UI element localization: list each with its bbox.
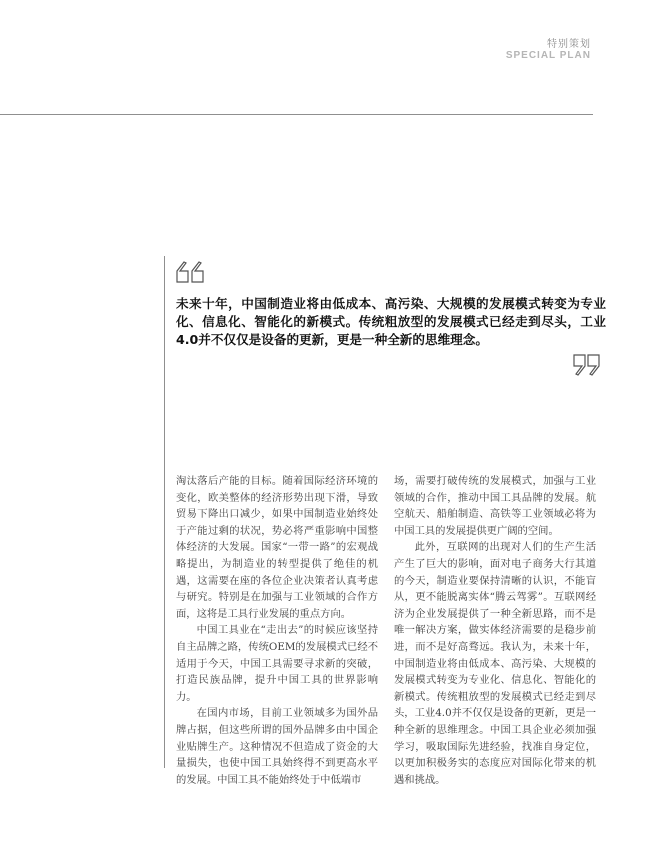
open-quote-mark-icon [176, 261, 206, 283]
article-column-right [394, 473, 596, 788]
pull-quote: 未来十年，中国制造业将由低成本、高污染、大规模的发展模式转变为专业化、信息化、智能化的新模式。传统粗放型的发展模式已经走到尽头，工业4.0并不仅仅是设备的更新，更是一种全新的思维理念。 [176, 296, 606, 347]
paragraph: 中国工具业在“走出去”的时候应该坚持自主品牌之路，传统OEM的发展模式已经不适用于今天，中国工具需要寻求新的突破，打造民族品牌，提升中国工具的世界影响力。 [176, 624, 378, 703]
section-title-en: SPECIAL PLAN [505, 50, 591, 61]
section-title-cn: 特别策划 [547, 39, 591, 50]
paragraph: 在国内市场，目前工业领域多为国外品牌占据，但这些所谓的国外品牌多由中国企业贴牌生产。这种情况不但造成了资金的大量损失，也使中国工具始终得不到更高水平的发展。中国工具不能始终处于中低端市 [176, 707, 378, 786]
article-column-left [176, 473, 378, 788]
close-quote-mark-icon [571, 354, 601, 376]
paragraph: 场，需要打破传统的发展模式，加强与工业领域的合作，推动中国工具品牌的发展。航空航天、船舶制造、高铁等工业领域必将为中国工具的发展提供更广阔的空间。 [394, 475, 596, 537]
column-rule [164, 256, 165, 768]
paragraph: 淘汰落后产能的目标。随着国际经济环境的变化，欧美整体的经济形势出现下滑，导致贸易下降出口减少，如果中国制造业始终处于产能过剩的状况，势必将严重影响中国整体经济的大发展。国家“一带一路”的宏观战略提出，为制造业的转型提供了绝佳的机遇，这需要在座的各位企业决策者认真考虑与研究。特别是在加强与工业领域的合作方面，这将是工具行业发展的重点方向。 [176, 475, 378, 620]
header-divider [0, 114, 593, 115]
paragraph: 此外，互联网的出现对人们的生产生活产生了巨大的影响，面对电子商务大行其道的今天，制造业要保持清晰的认识，不能盲从，更不能脱离实体“腾云驾雾”。互联网经济为企业发展提供了一种全新思路，而不是唯一解决方案，做实体经济需要的是稳步前进，而不是好高骛远。我认为，未来十年，中国制造业将由低成本、高污染、大规模的发展模式转变为专业化、信息化、智能化的新模式。传统粗放型的发展模式已经走到尽头，工业4.0并不仅仅是设备的更新，更是一种全新的思维理念。中国工具企业必须加强学习，吸取国际先进经验，找准自身定位，以更加积极务实的态度应对国际化带来的机遇和挑战。 [394, 541, 596, 786]
